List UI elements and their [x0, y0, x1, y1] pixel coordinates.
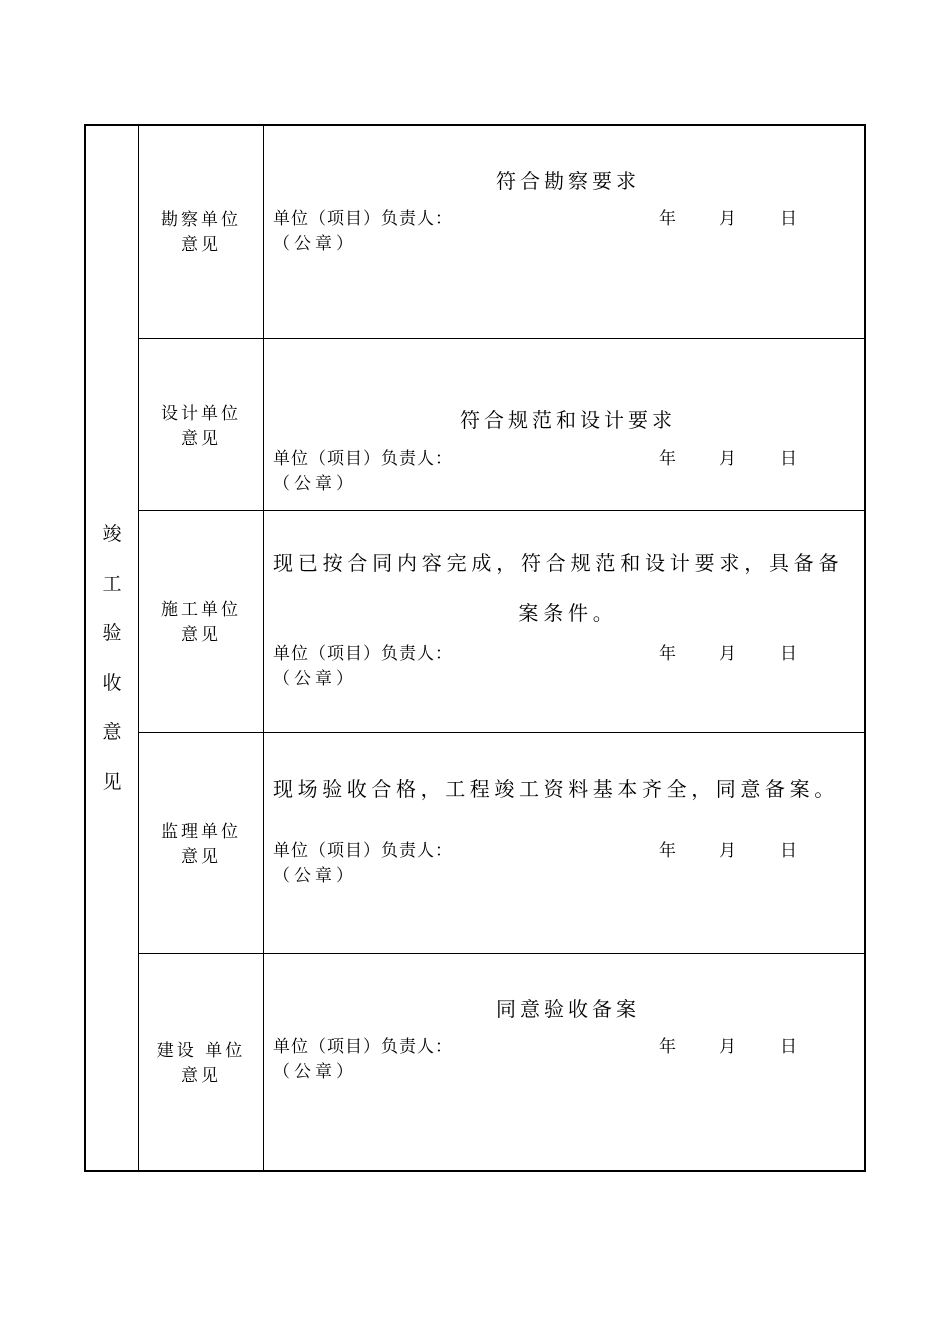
- date-month: 月: [719, 841, 736, 861]
- supervision-unit-label: [139, 820, 263, 870]
- date-year: 年: [659, 841, 676, 861]
- side-title-char: 收: [102, 671, 122, 694]
- date-month: 月: [719, 449, 736, 469]
- row-divider: [138, 732, 865, 733]
- date-month: 月: [719, 209, 736, 229]
- unit-label-line: 意见: [181, 235, 221, 255]
- side-title-char: 见: [102, 770, 122, 793]
- date-day: 日: [780, 841, 797, 861]
- date-year: 年: [659, 449, 676, 469]
- unit-label-line: 监理单位: [161, 822, 241, 842]
- unit-label-line: 建设 单位: [156, 1041, 246, 1061]
- survey-unit-opinion: 符合勘察要求: [496, 169, 640, 193]
- official-seal-label: （公章）: [273, 866, 357, 886]
- date-month: 月: [719, 644, 736, 664]
- official-seal-label: （公章）: [273, 669, 357, 689]
- column-divider-side: [138, 125, 139, 1171]
- opinion-line: 案条件。: [518, 601, 618, 625]
- unit-label-line: 意见: [181, 1066, 221, 1086]
- unit-label-line: 意见: [181, 429, 221, 449]
- date-year: 年: [659, 1037, 676, 1057]
- official-seal-label: （公章）: [273, 1062, 357, 1082]
- design-unit-opinion: 符合规范和设计要求: [460, 408, 676, 432]
- side-title-char: 意: [102, 721, 122, 743]
- side-title-char: 工: [102, 572, 122, 595]
- design-unit-label: [139, 402, 263, 452]
- date-day: 日: [780, 449, 797, 469]
- owner-unit-label: [139, 1039, 263, 1089]
- official-seal-label: （公章）: [273, 474, 357, 494]
- date-day: 日: [780, 1037, 797, 1057]
- unit-label-line: 勘察单位: [161, 210, 241, 230]
- date-day: 日: [780, 644, 797, 664]
- unit-label-line: 施工单位: [161, 600, 241, 620]
- date-year: 年: [659, 644, 676, 664]
- responsible-person-label: 单位（项目）负责人：: [273, 644, 453, 664]
- supervision-unit-opinion: 现场验收合格，工程竣工资料基本齐全，同意备案。: [273, 777, 839, 801]
- column-divider-unit: [263, 125, 264, 1171]
- opinion-line: 现已按合同内容完成，符合规范和设计要求，具备备: [273, 551, 844, 575]
- row-divider: [138, 338, 865, 339]
- completion-acceptance-opinion-title: [86, 510, 138, 807]
- date-month: 月: [719, 1037, 736, 1057]
- responsible-person-label: 单位（项目）负责人：: [273, 449, 453, 469]
- unit-label-line: 设计单位: [161, 404, 241, 424]
- row-divider: [138, 953, 865, 954]
- unit-label-line: 意见: [181, 847, 221, 867]
- responsible-person-label: 单位（项目）负责人：: [273, 841, 453, 861]
- construction-unit-opinion: [273, 538, 863, 638]
- side-title-char: 验: [102, 622, 122, 644]
- date-year: 年: [659, 209, 676, 229]
- responsible-person-label: 单位（项目）负责人：: [273, 209, 453, 229]
- construction-unit-label: [139, 598, 263, 648]
- survey-unit-label: [139, 208, 263, 258]
- official-seal-label: （公章）: [273, 234, 357, 254]
- date-day: 日: [780, 209, 797, 229]
- side-title-char: 竣: [102, 523, 122, 545]
- row-divider: [138, 510, 865, 511]
- owner-unit-opinion: 同意验收备案: [496, 997, 640, 1021]
- responsible-person-label: 单位（项目）负责人：: [273, 1037, 453, 1057]
- unit-label-line: 意见: [181, 625, 221, 645]
